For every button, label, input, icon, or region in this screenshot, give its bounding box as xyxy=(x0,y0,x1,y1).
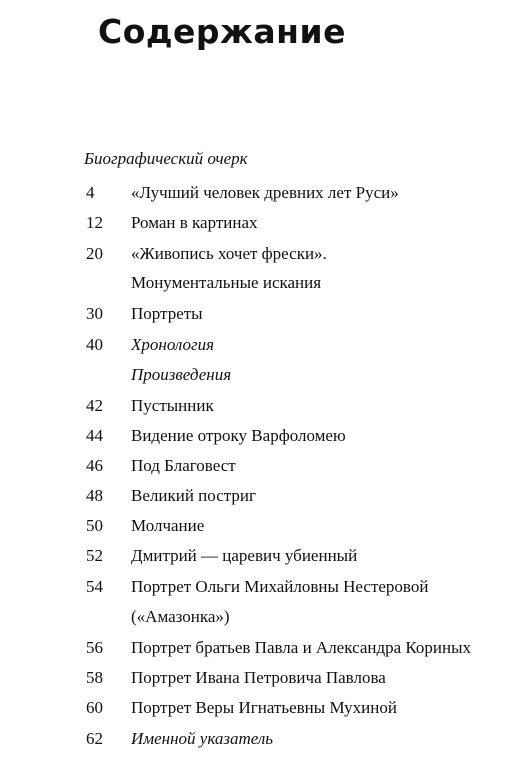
toc-entry-title: Под Благовест xyxy=(131,456,236,475)
toc-entry-title: Произведения xyxy=(131,365,232,384)
toc-page-number: 52 xyxy=(86,546,103,565)
section-heading: Биографический очерк xyxy=(84,149,248,168)
toc-entry-title: («Амазонка») xyxy=(131,607,230,626)
toc-entry-title: Хронология xyxy=(131,335,215,354)
toc-entry xyxy=(0,514,528,538)
toc-entry xyxy=(0,696,528,720)
toc-entry xyxy=(0,363,528,387)
toc-entry-title: Пустынник xyxy=(131,396,214,415)
toc-entry xyxy=(0,605,528,629)
toc-page-number: 30 xyxy=(86,304,103,323)
toc-entry-title: Именной указатель xyxy=(131,729,274,748)
toc-page-number: 48 xyxy=(86,486,103,505)
toc-page-number: 54 xyxy=(86,577,103,596)
toc-entry xyxy=(0,666,528,690)
toc-entry-title: Роман в картинах xyxy=(131,213,258,232)
toc-entry xyxy=(0,636,528,660)
toc-entry xyxy=(0,333,528,357)
toc-entry xyxy=(0,454,528,478)
toc-entry xyxy=(0,484,528,508)
toc-entry xyxy=(0,544,528,568)
toc-entry-title: Молчание xyxy=(131,516,205,535)
toc-entry xyxy=(0,271,528,295)
toc-entry-title: Портреты xyxy=(131,304,203,323)
toc-page-number: 44 xyxy=(86,426,103,445)
page-title: Содержание xyxy=(98,12,346,51)
toc-entry xyxy=(0,211,528,235)
toc-entry-title: «Живопись хочет фрески». xyxy=(131,244,327,263)
toc-entry-title: Портрет Ольги Михайловны Нестеровой xyxy=(131,577,429,596)
toc-entry xyxy=(0,727,528,751)
toc-page-number: 12 xyxy=(86,213,103,232)
toc-page-number: 62 xyxy=(86,729,103,748)
toc-page-number: 4 xyxy=(86,183,95,202)
toc-entry xyxy=(0,394,528,418)
toc-entry-title: Монументальные искания xyxy=(131,273,322,292)
toc-entry xyxy=(0,575,528,599)
toc-entry-title: Портрет Ивана Петровича Павлова xyxy=(131,668,386,687)
toc-page-number: 58 xyxy=(86,668,103,687)
toc-page-number: 40 xyxy=(86,335,103,354)
toc-entry xyxy=(0,424,528,448)
toc-entry-title: Портрет Веры Игнатьевны Мухиной xyxy=(131,698,397,717)
toc-page-number: 60 xyxy=(86,698,103,717)
toc-entry-title: Портрет братьев Павла и Александра Кориных xyxy=(131,638,472,657)
toc-entry-title: Великий постриг xyxy=(131,486,256,505)
toc-page-number: 50 xyxy=(86,516,103,535)
toc-page-number: 46 xyxy=(86,456,103,475)
toc-page-number: 56 xyxy=(86,638,103,657)
toc-entry xyxy=(0,242,528,266)
toc-page-number: 42 xyxy=(86,396,103,415)
toc-entry xyxy=(0,302,528,326)
toc-entry-title: Дмитрий — царевич убиенный xyxy=(131,546,358,565)
toc-entry xyxy=(0,181,528,205)
toc-page-number: 20 xyxy=(86,244,103,263)
toc-entry-title: Видение отроку Варфоломею xyxy=(131,426,346,445)
toc-entry-title: «Лучший человек древних лет Руси» xyxy=(131,183,399,202)
